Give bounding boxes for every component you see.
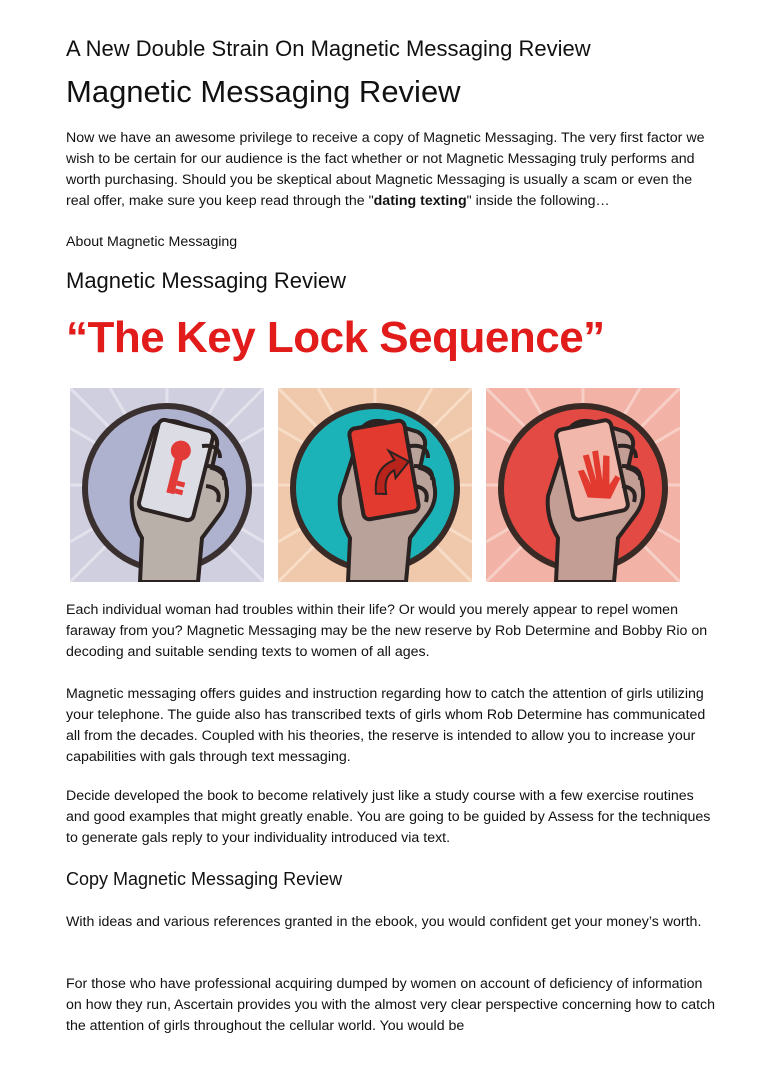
page-heading: Magnetic Messaging Review <box>66 74 461 109</box>
illustration-strip <box>70 388 680 582</box>
paragraph-6: For those who have professional acquiring dumped by women on account of deficiency of information on how they run, Ascertain provides you with the almost very clear perspective concerning how to catch the attention of girls throughout the cellular world. You would be <box>66 976 716 1034</box>
document-title: A New Double Strain On Magnetic Messaging Review <box>66 36 591 61</box>
arrow-illustration <box>278 388 472 582</box>
hand-illustration <box>486 388 680 582</box>
intro-text-before: Now we have an awesome privilege to receive a copy of Magnetic Messaging. The very first factor we wish to be certain for our audience is the fact whether or not Magnetic Messaging truly performs and worth purchasing. Should you be skeptical about Magnetic Messaging is usually a scam or even the real offer, make sure you keep read through the " <box>66 130 705 209</box>
paragraph-5: With ideas and various references granted in the ebook, you would confident get your money’s worth. <box>66 914 702 930</box>
paragraph-2: Each individual woman had troubles within their life? Or would you merely appear to repel women faraway from you? Magnetic Messaging may be the new reserve by Rob Determine and Bobby Rio on decoding and suitable sending texts to women of all ages. <box>66 602 708 660</box>
paragraph-4: Decide developed the book to become relatively just like a study course with a few exercise routines and good examples that might greatly enable. You are going to be guided by Assess for the techniques to generate gals reply to your individuality introduced via text. <box>66 788 711 846</box>
about-line: About Magnetic Messaging <box>66 234 238 250</box>
section-heading: Magnetic Messaging Review <box>66 268 347 293</box>
intro-bold-link: dating texting <box>373 193 467 209</box>
key-illustration <box>70 388 264 582</box>
intro-paragraph <box>66 128 716 212</box>
intro-text-after: " inside the following… <box>466 193 610 209</box>
paragraph-3: Magnetic messaging offers guides and instruction regarding how to catch the attention of girls utilizing your telephone. The guide also has transcribed texts of girls whom Rob Determine has communicated all from the decades. Coupled with his theories, the reserve is intended to allow you to increase your capabilities with gals through text messaging. <box>66 686 706 765</box>
key-lock-banner: “The Key Lock Sequence” <box>66 313 605 362</box>
subheading: Copy Magnetic Messaging Review <box>66 869 343 889</box>
